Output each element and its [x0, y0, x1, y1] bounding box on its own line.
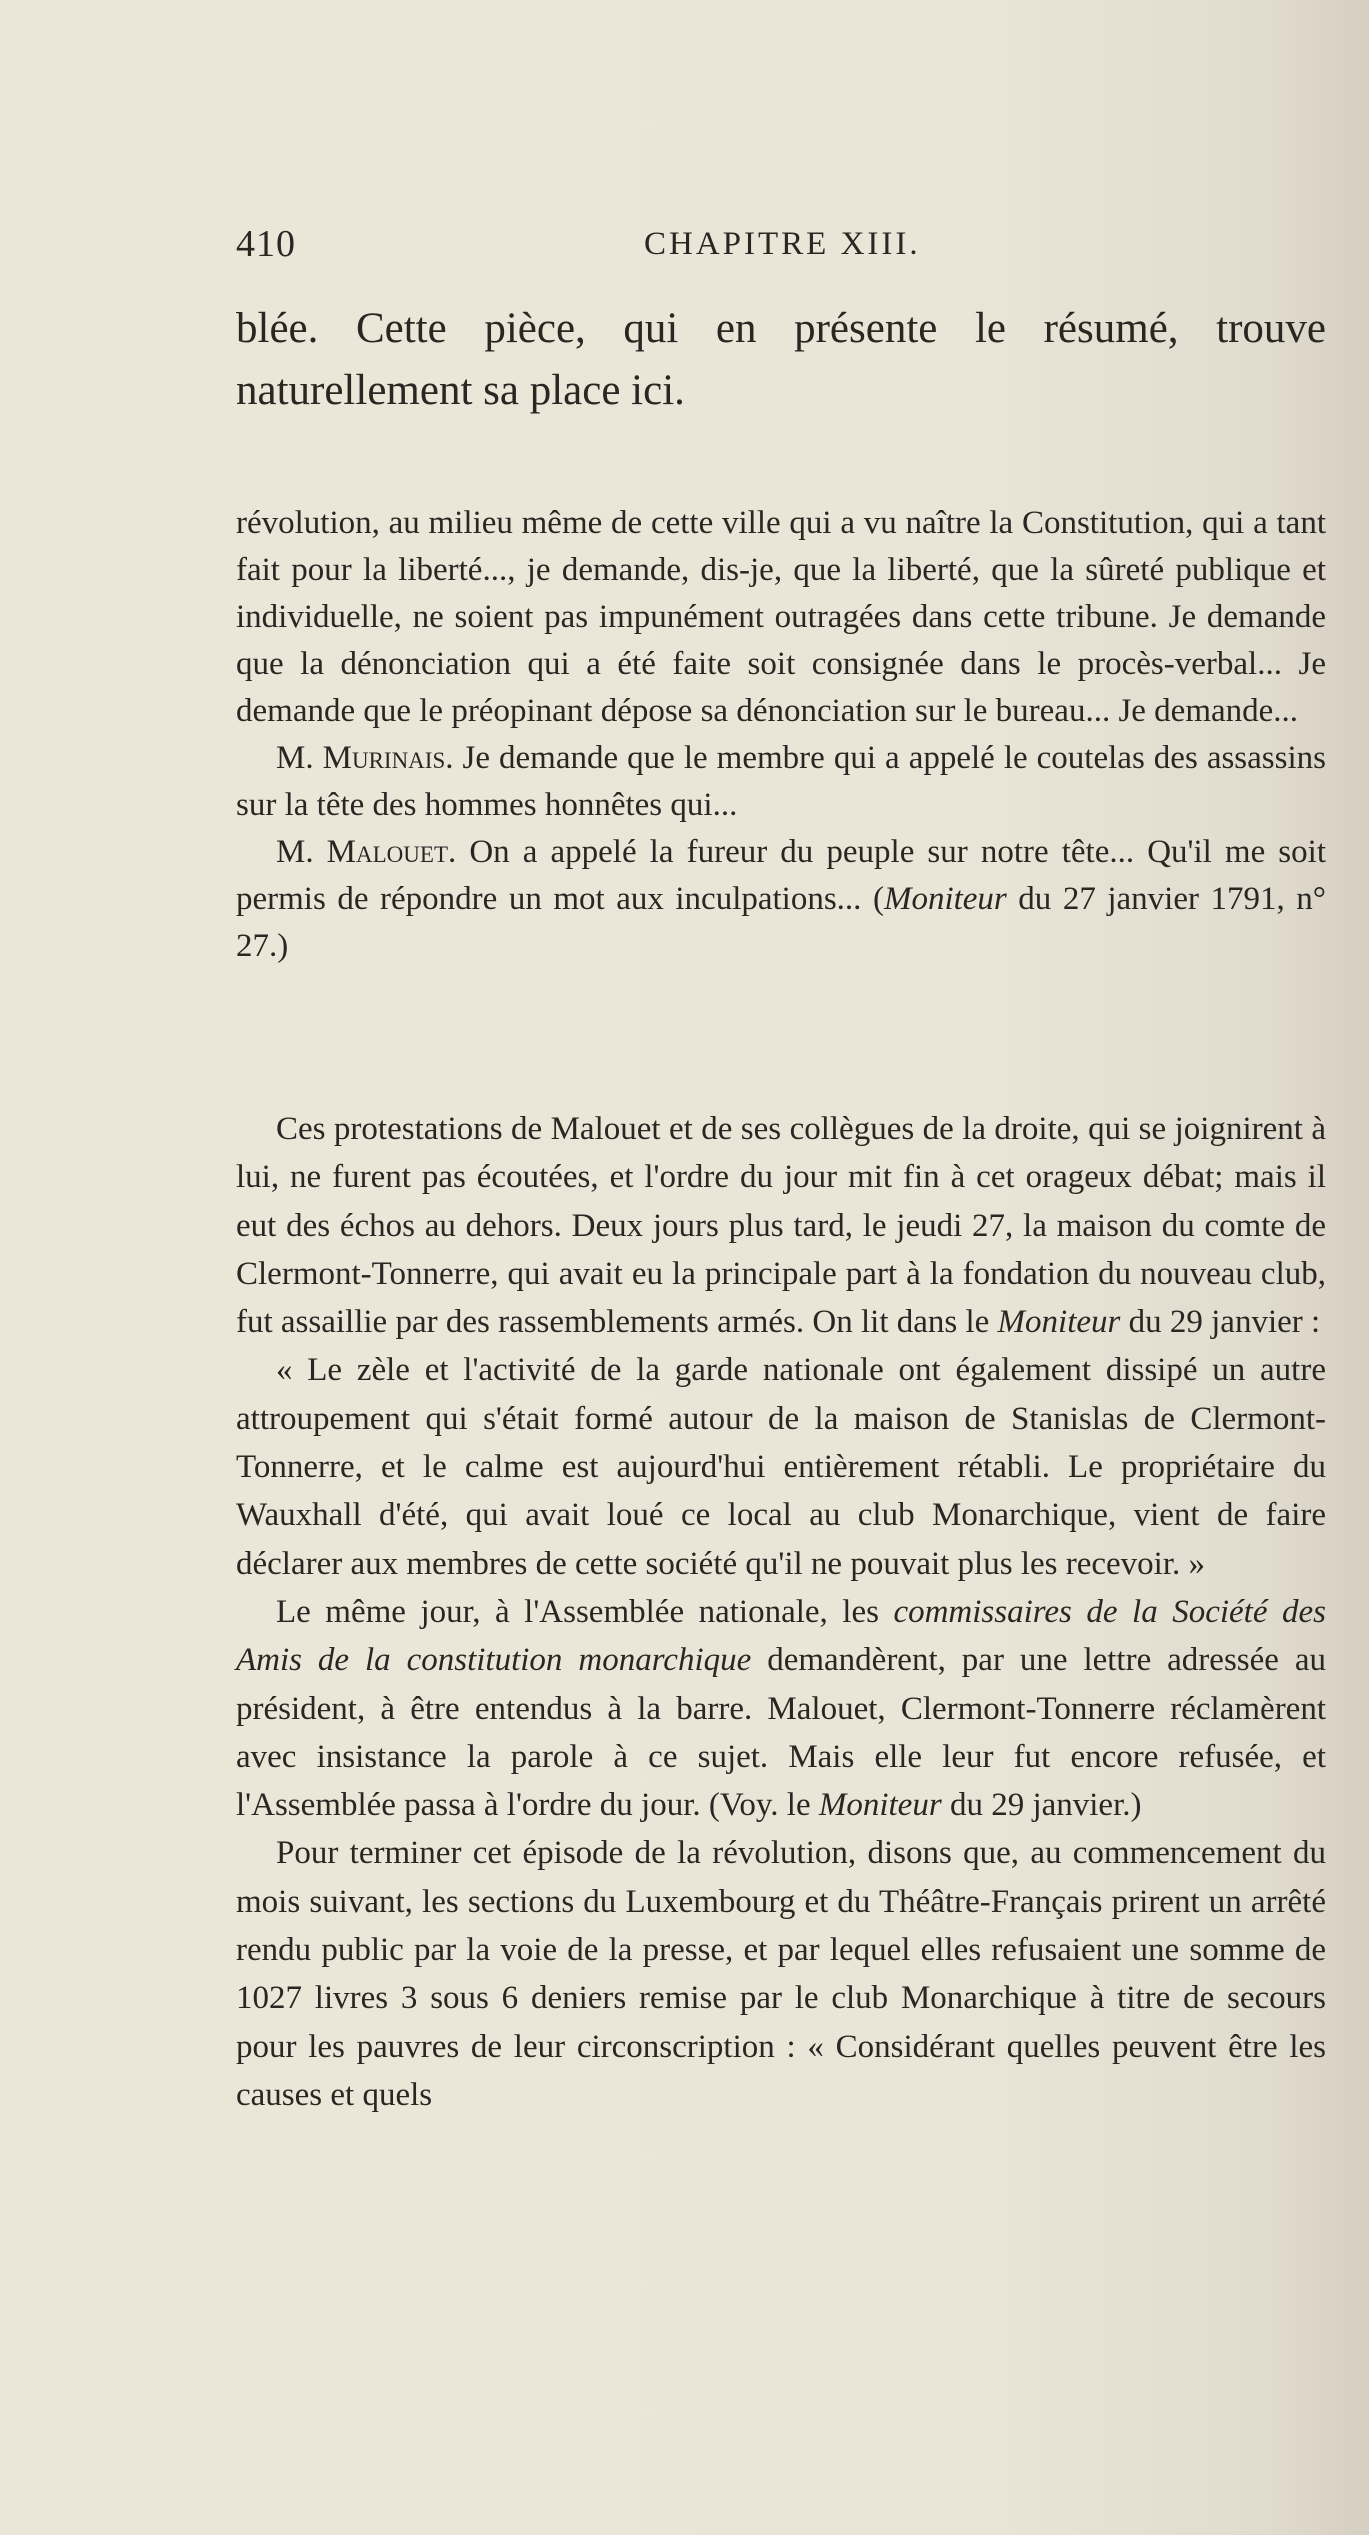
- intro-text: blée. Cette pièce, qui en présente le résumé, trouve naturellement sa place ici.: [236, 305, 1326, 414]
- malouet-speech: On a appelé la fureur du peuple sur notre tête... Qu'il me soit permis de répondre un mot aux inculpations... (: [236, 834, 1326, 917]
- speaker-murinais: M. Murinais.: [276, 740, 454, 776]
- body-paragraph-2: « Le zèle et l'activité de la garde nationale ont également dissipé un autre attroupement qui s'était formé autour de la maison de Stanislas de Clermont-Tonnerre, et le calme est aujourd'hui entièrement rétabli. Le propriétaire du Wauxhall d'été, qui avait loué ce local au club Monarchique, vient de faire déclarer aux membres de cette société qu'il ne pouvait plus les recevoir. »: [236, 1352, 1326, 1582]
- main-text: [236, 1105, 1326, 2119]
- quote-paragraph-2: [236, 735, 1326, 829]
- quote-paragraph-1: révolution, au milieu même de cette ville qui a vu naître la Constitution, qui a tant fait pour la liberté..., je demande, dis-je, que la liberté, que la sûreté publique et individuelle, ne soient pas impunément outragées dans cette tribune. Je demande que la dénonciation qui a été faite soit consignée dans le procès-verbal... Je demande que le préopinant dépose sa dénonciation sur le bureau... Je demande...: [236, 505, 1326, 729]
- source-date: du 27 janvier 1791, n° 27.): [236, 881, 1326, 964]
- commissaires-italic: commissaires de la Société des Amis de la constitution monarchique: [236, 1593, 1326, 1679]
- body-paragraph-1: [236, 1105, 1326, 1346]
- page-number: 410: [236, 223, 296, 265]
- body-paragraph-3: [236, 1588, 1326, 1829]
- body-paragraph-1-text: Ces protestations de Malouet et de ses collègues de la droite, qui se joignirent à lui, ne furent pas écoutées, et l'ordre du jour mit fin à cet orageux débat; mais il eut des échos au dehors. Deux jours plus tard, le jeudi 27, la maison du comte de Clermont-Tonnerre, qui avait eu la principale part à la fondation du nouveau club, fut assaillie par des rassemblements armés. On lit dans le: [236, 1111, 1326, 1341]
- speaker-malouet: M. Malouet.: [276, 834, 457, 870]
- source-moniteur: Moniteur: [818, 1787, 942, 1824]
- murinais-speech: Je demande que le membre qui a appelé le coutelas des assassins sur la tête des hommes honnêtes qui...: [236, 740, 1326, 823]
- source-moniteur: Moniteur: [997, 1304, 1121, 1341]
- source-moniteur: Moniteur: [883, 881, 1007, 917]
- body-paragraph-3-start: Le même jour, à l'Assemblée nationale, les: [276, 1593, 894, 1630]
- intro-paragraph: [236, 298, 1326, 422]
- quoted-debate: [236, 500, 1326, 970]
- body-paragraph-3-mid: demandèrent, par une lettre adressée au président, à être entendus à la barre. Malouet, Clermont-Tonnerre réclamèrent avec insistance la parole à ce sujet. Mais elle leur fut encore refusée, et l'Assemblée passa à l'ordre du jour. (Voy. le: [236, 1642, 1326, 1824]
- body-paragraph-3-end: du 29 janvier.): [941, 1787, 1142, 1824]
- running-head: CHAPITRE XIII.: [644, 226, 921, 262]
- page-header: [236, 222, 1326, 272]
- body-paragraph-4: Pour terminer cet épisode de la révolution, disons que, au commencement du mois suivant, les sections du Luxembourg et du Théâtre-Français prirent un arrêté rendu public par la voie de la presse, et par lequel elles refusaient une somme de 1027 livres 3 sous 6 deniers remise par le club Monarchique à titre de secours pour les pauvres de leur circonscription : « Considérant quelles peuvent être les causes et quels: [236, 1835, 1326, 2113]
- quote-paragraph-3: [236, 829, 1326, 970]
- body-paragraph-1-end: du 29 janvier :: [1120, 1304, 1321, 1341]
